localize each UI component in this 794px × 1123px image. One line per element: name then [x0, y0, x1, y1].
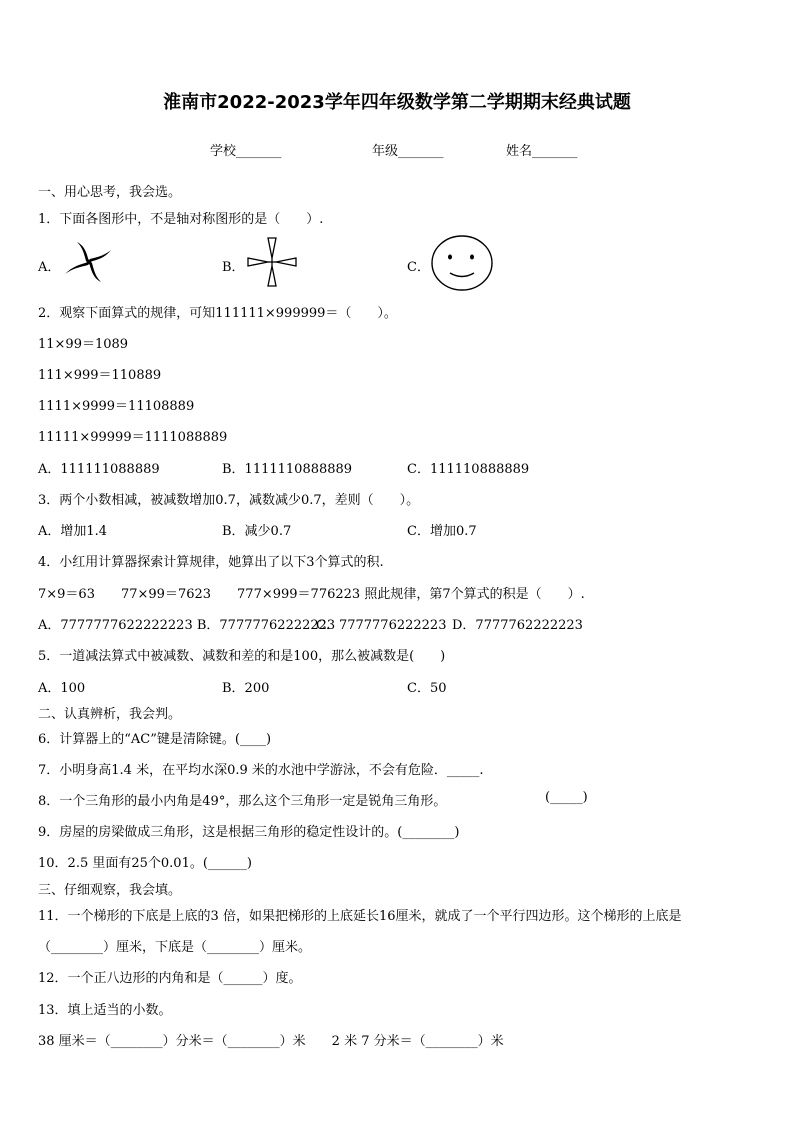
q1-option-a-label: A． — [38, 260, 61, 275]
pinwheel-figure — [60, 237, 118, 287]
question-13-line-1: 38 厘米＝（________）分米＝（________）米 2 米 7 分米＝（________）米 — [38, 1034, 504, 1049]
question-5: 5．一道减法算式中被减数、减数和差的和是100，那么被减数是( ) — [38, 649, 446, 664]
question-10: 10．2.5 里面有25个0.01。(______) — [38, 856, 252, 871]
question-12: 12．一个正八边形的内角和是（______）度。 — [38, 971, 302, 986]
q3-option-c: C．增加0.7 — [407, 524, 477, 539]
question-11-line-2: （________）厘米，下底是（________）厘米。 — [38, 940, 312, 955]
section-1-heading: 一、用心思考，我会选。 — [38, 185, 182, 200]
q2-pattern-line-1: 11×99＝1089 — [38, 337, 129, 352]
q1-option-b-label: B． — [222, 260, 245, 275]
name-field: 姓名_______ — [506, 144, 578, 159]
question-6: 6．计算器上的“AC”键是清除键。(____) — [38, 732, 272, 747]
q1-option-c-label: C． — [407, 260, 430, 275]
question-8: 8．一个三角形的最小内角是49°，那么这个三角形一定是锐角三角形。 — [38, 794, 447, 809]
section-3-heading: 三、仔细观察，我会填。 — [38, 883, 182, 898]
question-13: 13．填上适当的小数。 — [38, 1003, 172, 1018]
smiley-face-figure — [429, 233, 495, 293]
q2-pattern-line-3: 1111×9999＝11108889 — [38, 399, 195, 414]
question-2: 2．观察下面算式的规律，可知111111×999999＝（ ）。 — [38, 306, 397, 321]
q3-option-b: B．减少0.7 — [222, 524, 292, 539]
q5-option-a: A．100 — [38, 681, 86, 696]
cross-star-figure — [244, 234, 300, 290]
q5-option-c: C．50 — [407, 681, 447, 696]
q2-option-b: B．1111110888889 — [222, 462, 353, 477]
q4-option-d: D．7777762222223 — [452, 618, 583, 633]
page-title: 淮南市2022-2023学年四年级数学第二学期期末经典试题 — [163, 92, 631, 113]
q3-option-a: A．增加1.4 — [38, 524, 108, 539]
school-field: 学校_______ — [210, 144, 282, 159]
q8-answer-blank: (_____) — [545, 790, 588, 805]
q4-pattern-line: 7×9＝63 77×99＝7623 777×999＝776223 照此规律，第7个算式的积是（ ）. — [38, 587, 585, 602]
question-1: 1．下面各图形中，不是轴对称图形的是（ ）. — [38, 212, 324, 227]
q2-option-a: A．111111088889 — [38, 462, 160, 477]
question-9: 9．房屋的房梁做成三角形，这是根据三角形的稳定性设计的。(________) — [38, 825, 460, 840]
q5-option-b: B．200 — [222, 681, 270, 696]
section-2-heading: 二、认真辨析，我会判。 — [38, 707, 182, 722]
q2-pattern-line-2: 111×999＝110889 — [38, 368, 162, 383]
q2-option-c: C．111110888889 — [407, 462, 530, 477]
question-7: 7．小明身高1.4 米，在平均水深0.9 米的水池中学游泳，不会有危险．_____. — [38, 763, 484, 778]
q4-option-a-b: A．7777777622222223 B．77777762222223 — [38, 618, 336, 633]
q4-option-c: C．7777776222223 — [316, 618, 447, 633]
question-3: 3．两个小数相减，被减数增加0.7，减数减少0.7，差则（ ）。 — [38, 493, 420, 508]
q2-pattern-line-4: 11111×99999＝1111088889 — [38, 430, 228, 445]
question-4: 4．小红用计算器探索计算规律，她算出了以下3个算式的积. — [38, 555, 384, 570]
question-11-line-1: 11．一个梯形的下底是上底的3 倍，如果把梯形的上底延长16厘米，就成了一个平行四边形。这个梯形的上底是 — [38, 909, 682, 924]
grade-field: 年级_______ — [372, 144, 444, 159]
